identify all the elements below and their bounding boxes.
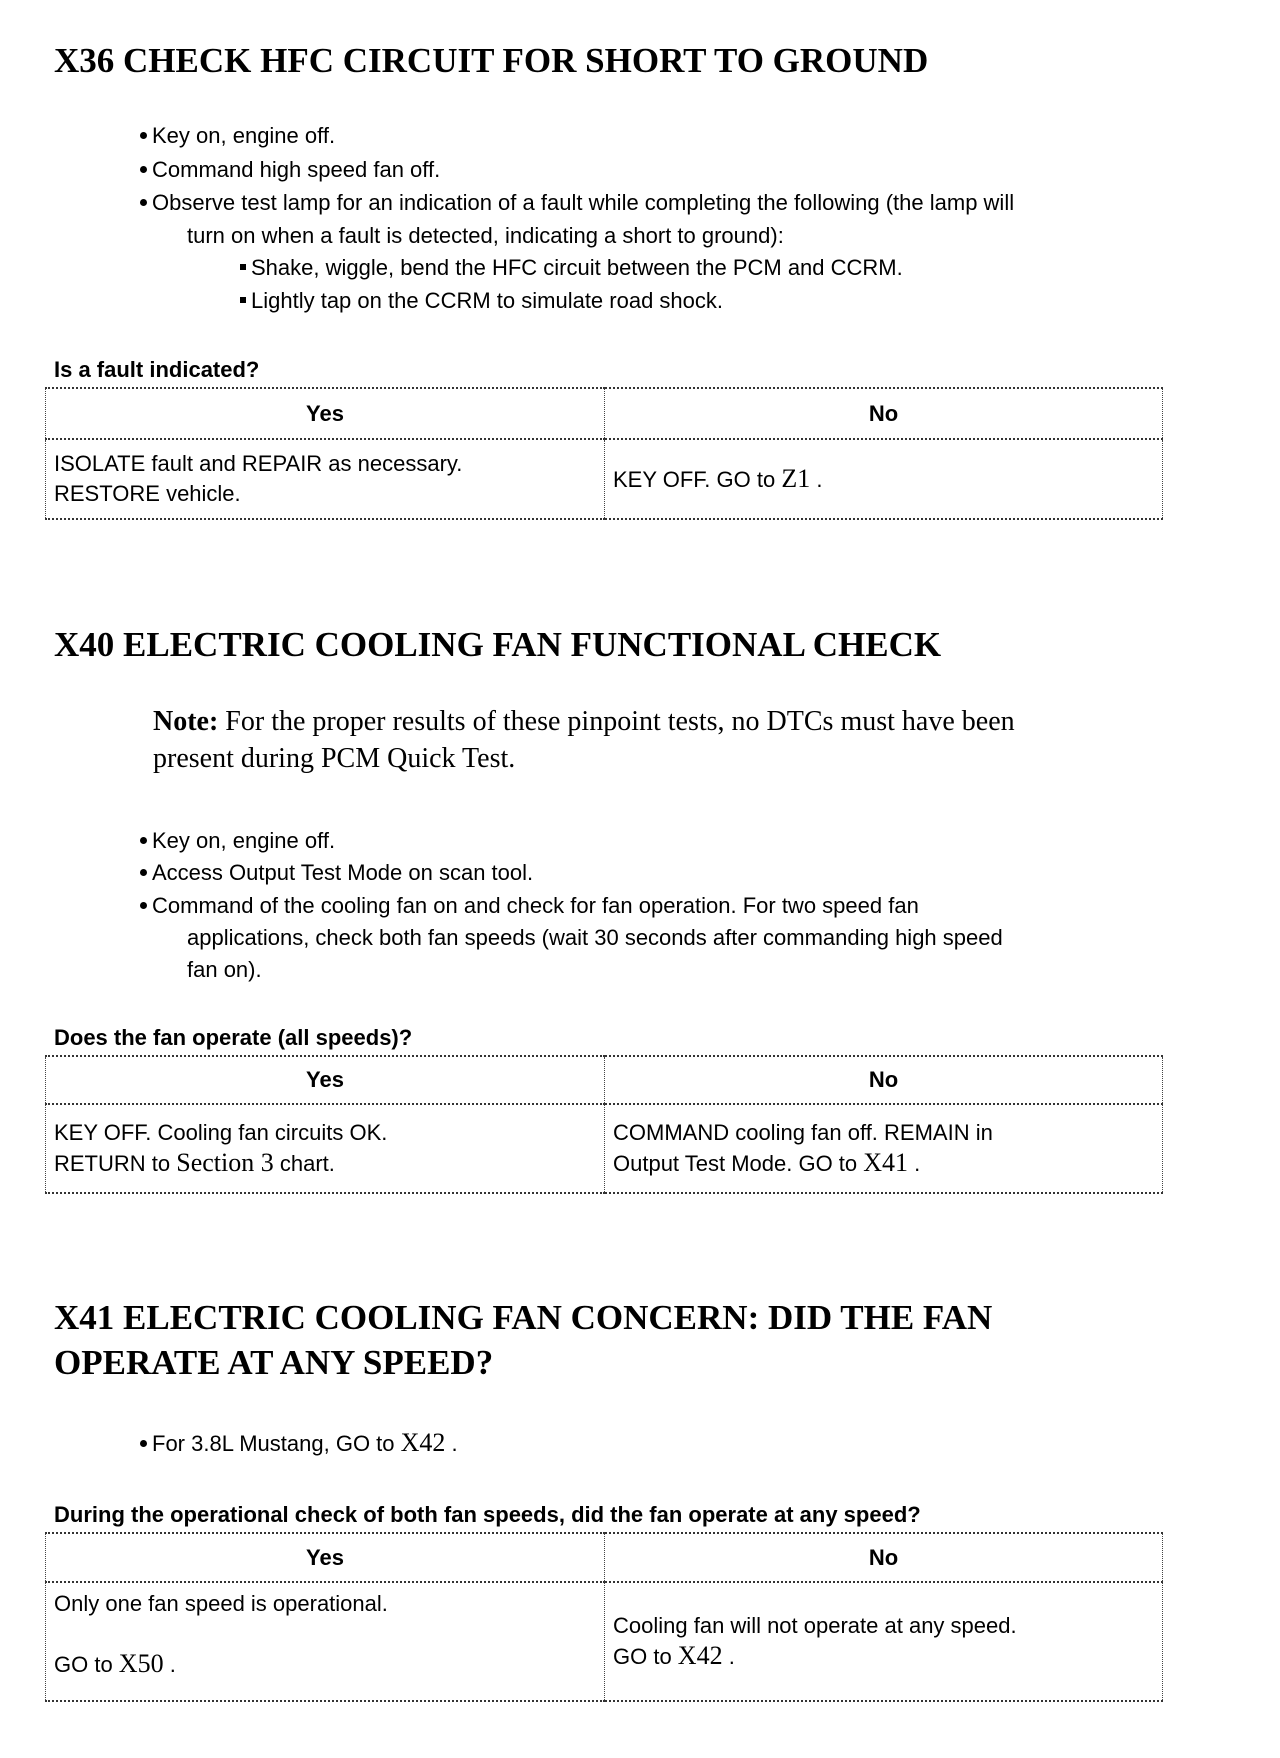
bullet-icon [140, 166, 147, 173]
step-text: Observe test lamp for an indication of a fault while completing the following (the lamp will [152, 190, 1015, 215]
link-x41[interactable]: X41 [863, 1148, 909, 1177]
step-continuation: turn on when a fault is detected, indicating a short to ground): [187, 223, 784, 248]
cell-yes [46, 1104, 605, 1193]
link-x50[interactable]: X50 [118, 1649, 164, 1678]
cell-text: RETURN to [54, 1151, 177, 1176]
title-line: OPERATE AT ANY SPEED? [54, 1343, 494, 1382]
decision-table-x41 [45, 1532, 1163, 1702]
cell-text: . [810, 466, 823, 492]
step-text: Command high speed fan off. [152, 157, 441, 182]
table-header-row [46, 388, 1163, 439]
cell-text: KEY OFF. GO to [613, 466, 782, 492]
header-yes: Yes [46, 388, 605, 439]
link-z1[interactable]: Z1 [781, 463, 811, 493]
cell-text: RESTORE vehicle. [54, 481, 241, 506]
cell-no [605, 1582, 1163, 1701]
bullet-icon [140, 902, 147, 909]
step-text: Command of the cooling fan on and check for fan operation. For two speed fan [152, 893, 919, 918]
cell-text: chart. [273, 1151, 335, 1176]
note-text: present during PCM Quick Test. [153, 743, 516, 774]
bullet-icon [140, 869, 147, 876]
step-item [140, 825, 335, 857]
bullet-icon [140, 132, 147, 139]
cell-text: Output Test Mode. GO to [613, 1151, 864, 1176]
cell-text: . [163, 1652, 176, 1677]
step-text: Key on, engine off. [152, 828, 336, 853]
step-item [140, 890, 919, 922]
link-section-3[interactable]: Section 3 [176, 1148, 274, 1177]
step-text: Key on, engine off. [152, 123, 336, 148]
cell-no [605, 439, 1163, 519]
cell-text: COMMAND cooling fan off. REMAIN in [613, 1120, 993, 1145]
cell-text: GO to [54, 1652, 119, 1677]
square-bullet-icon [240, 264, 246, 270]
header-yes: Yes [46, 1056, 605, 1104]
step-text: . [445, 1431, 458, 1456]
cell-yes [46, 1582, 605, 1701]
step-item [140, 857, 533, 889]
header-no: No [605, 388, 1163, 439]
step-item [140, 120, 335, 152]
cell-text: . [908, 1151, 921, 1176]
substep-item [240, 252, 903, 284]
note-paragraph [153, 703, 1193, 777]
table-row [46, 439, 1163, 519]
step-continuation: applications, check both fan speeds (wait 30 seconds after commanding high speed [187, 925, 1003, 950]
step-item [140, 154, 440, 186]
question-label: During the operational check of both fan speeds, did the fan operate at any speed? [54, 1502, 921, 1527]
table-header-row [46, 1533, 1163, 1582]
section-title-x40: X40 ELECTRIC COOLING FAN FUNCTIONAL CHECK [54, 625, 942, 664]
decision-table-x40 [45, 1055, 1163, 1194]
step-item [140, 1427, 458, 1460]
cell-text: . [722, 1644, 735, 1669]
bullet-icon [140, 199, 147, 206]
substep-text: Lightly tap on the CCRM to simulate road shock. [251, 288, 724, 313]
cell-yes [46, 439, 605, 519]
question-label: Is a fault indicated? [54, 357, 260, 382]
header-yes: Yes [46, 1533, 605, 1582]
link-x42[interactable]: X42 [677, 1641, 723, 1670]
question-label: Does the fan operate (all speeds)? [54, 1025, 413, 1050]
title-line: X41 ELECTRIC COOLING FAN CONCERN: DID THE FAN [54, 1298, 993, 1337]
table-row [46, 1582, 1163, 1701]
cell-no [605, 1104, 1163, 1193]
step-text: Access Output Test Mode on scan tool. [152, 860, 534, 885]
step-item [140, 187, 1014, 219]
substep-text: Shake, wiggle, bend the HFC circuit between the PCM and CCRM. [251, 255, 903, 280]
step-text: For 3.8L Mustang, GO to [152, 1431, 401, 1456]
cell-text: GO to [613, 1644, 678, 1669]
step-continuation: fan on). [187, 957, 262, 982]
square-bullet-icon [240, 297, 246, 303]
cell-text: Cooling fan will not operate at any speed. [613, 1613, 1017, 1638]
note-text: For the proper results of these pinpoint tests, no DTCs must have been [218, 706, 1015, 737]
bullet-icon [140, 1440, 147, 1447]
table-header-row [46, 1056, 1163, 1104]
table-row [46, 1104, 1163, 1193]
note-label: Note: [153, 706, 219, 737]
cell-text: ISOLATE fault and REPAIR as necessary. [54, 451, 463, 476]
substep-item [240, 285, 723, 317]
cell-text: Only one fan speed is operational. [54, 1591, 388, 1616]
section-title-x36: X36 CHECK HFC CIRCUIT FOR SHORT TO GROUND [54, 41, 929, 80]
section-title-x41 [54, 1295, 992, 1385]
bullet-icon [140, 837, 147, 844]
header-no: No [605, 1533, 1163, 1582]
cell-text: KEY OFF. Cooling fan circuits OK. [54, 1120, 388, 1145]
header-no: No [605, 1056, 1163, 1104]
decision-table-x36 [45, 387, 1163, 520]
link-x42[interactable]: X42 [400, 1428, 446, 1457]
